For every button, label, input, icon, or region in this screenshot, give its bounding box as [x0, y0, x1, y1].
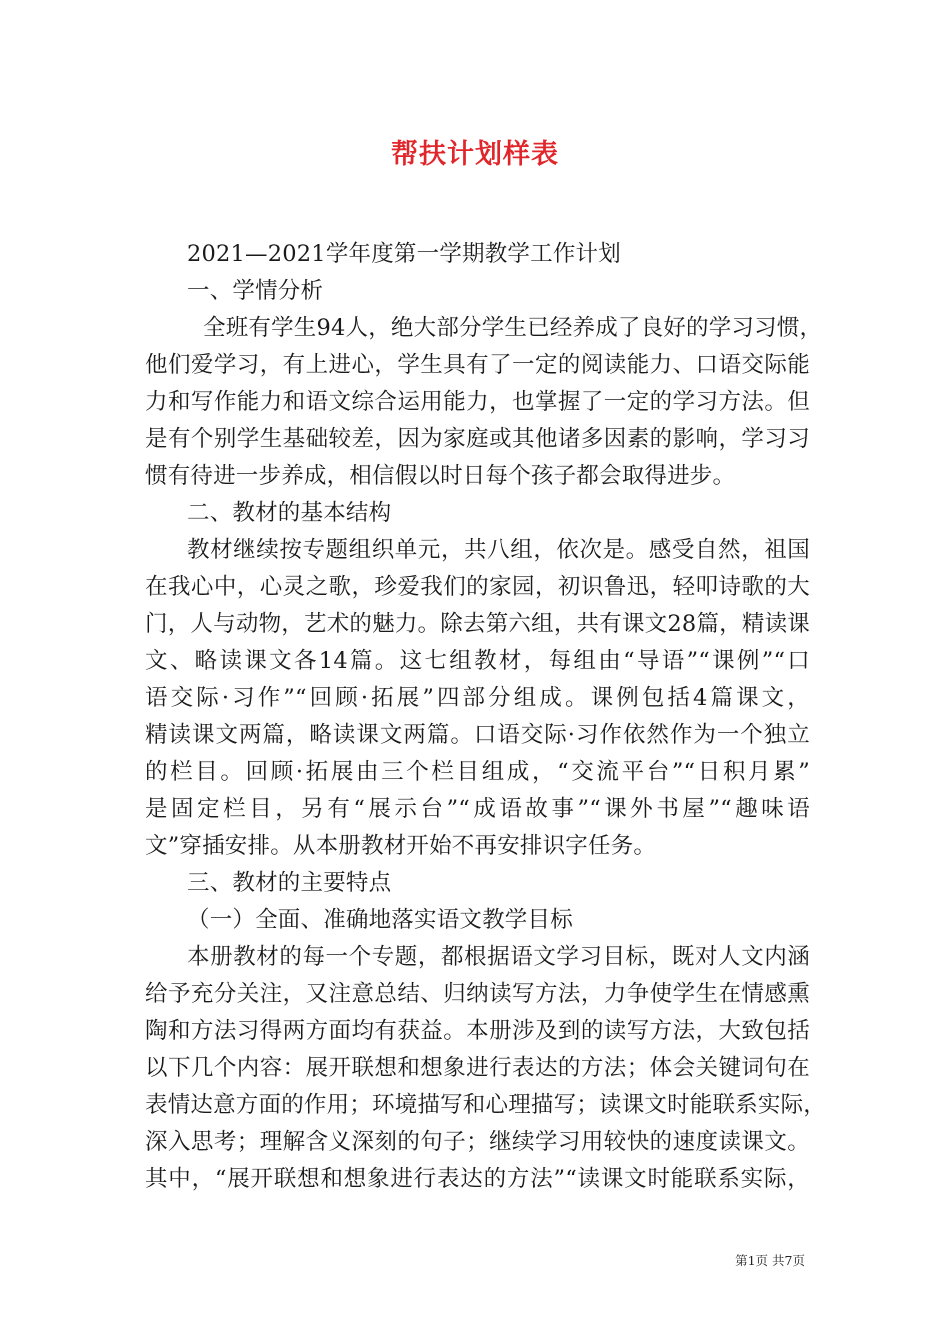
text-line: 语交际·习作”“回顾·拓展”四部分组成。课例包括4篇课文，	[145, 685, 810, 711]
page-number: 第1页 共7页	[735, 1253, 805, 1268]
text-line: 惯有待进一步养成，相信假以时日每个孩子都会取得进步。	[145, 463, 736, 489]
text-line: 门，人与动物，艺术的魅力。除去第六组，共有课文28篇，精读课	[145, 611, 810, 637]
text-line: 给予充分关注，又注意总结、归纳读写方法，力争使学生在情感熏	[145, 981, 810, 1007]
text-line: 教材继续按专题组织单元，共八组，依次是。感受自然，祖国	[187, 537, 810, 563]
text-line: 深入思考；理解含义深刻的句子；继续学习用较快的速度读课文。	[145, 1129, 810, 1155]
text-line: 文”穿插安排。从本册教材开始不再安排识字任务。	[145, 833, 657, 859]
document-title: 帮扶计划样表	[391, 139, 559, 170]
text-line: 其中，“展开联想和想象进行表达的方法”“读课文时能联系实际，	[145, 1166, 810, 1192]
text-line: 2021—2021学年度第一学期教学工作计划	[187, 241, 621, 267]
text-line: 力和写作能力和语文综合运用能力，也掌握了一定的学习方法。但	[145, 389, 810, 415]
text-line: 陶和方法习得两方面均有获益。本册涉及到的读写方法，大致包括	[145, 1018, 810, 1044]
text-line: 他们爱学习，有上进心，学生具有了一定的阅读能力、口语交际能	[145, 352, 810, 378]
text-line: 全班有学生94人，绝大部分学生已经养成了良好的学习习惯，	[203, 315, 823, 341]
text-line: 的栏目。回顾·拓展由三个栏目组成，“交流平台”“日积月累”	[145, 759, 810, 785]
text-line: 以下几个内容：展开联想和想象进行表达的方法；体会关键词句在	[145, 1055, 810, 1081]
text-line: 是固定栏目，另有“展示台”“成语故事”“课外书屋”“趣味语	[145, 796, 810, 822]
text-line: 表情达意方面的作用；环境描写和心理描写；读课文时能联系实际，	[145, 1092, 827, 1118]
text-line: 文、略读课文各14篇。这七组教材，每组由“导语”“课例”“口	[145, 648, 810, 674]
text-line: 本册教材的每一个专题，都根据语文学习目标，既对人文内涵	[187, 944, 810, 970]
text-line: 是有个别学生基础较差，因为家庭或其他诸多因素的影响，学习习	[145, 426, 810, 452]
text-line: 三、教材的主要特点	[187, 870, 392, 896]
document-body	[145, 236, 827, 1198]
text-line: 二、教材的基本结构	[187, 500, 392, 526]
text-line: 在我心中，心灵之歌，珍爱我们的家园，初识鲁迅，轻叩诗歌的大	[145, 574, 810, 600]
text-line: 一、学情分析	[187, 278, 324, 304]
text-line: 精读课文两篇，略读课文两篇。口语交际·习作依然作为一个独立	[145, 722, 810, 748]
text-line: （一）全面、准确地落实语文教学目标	[187, 907, 573, 933]
